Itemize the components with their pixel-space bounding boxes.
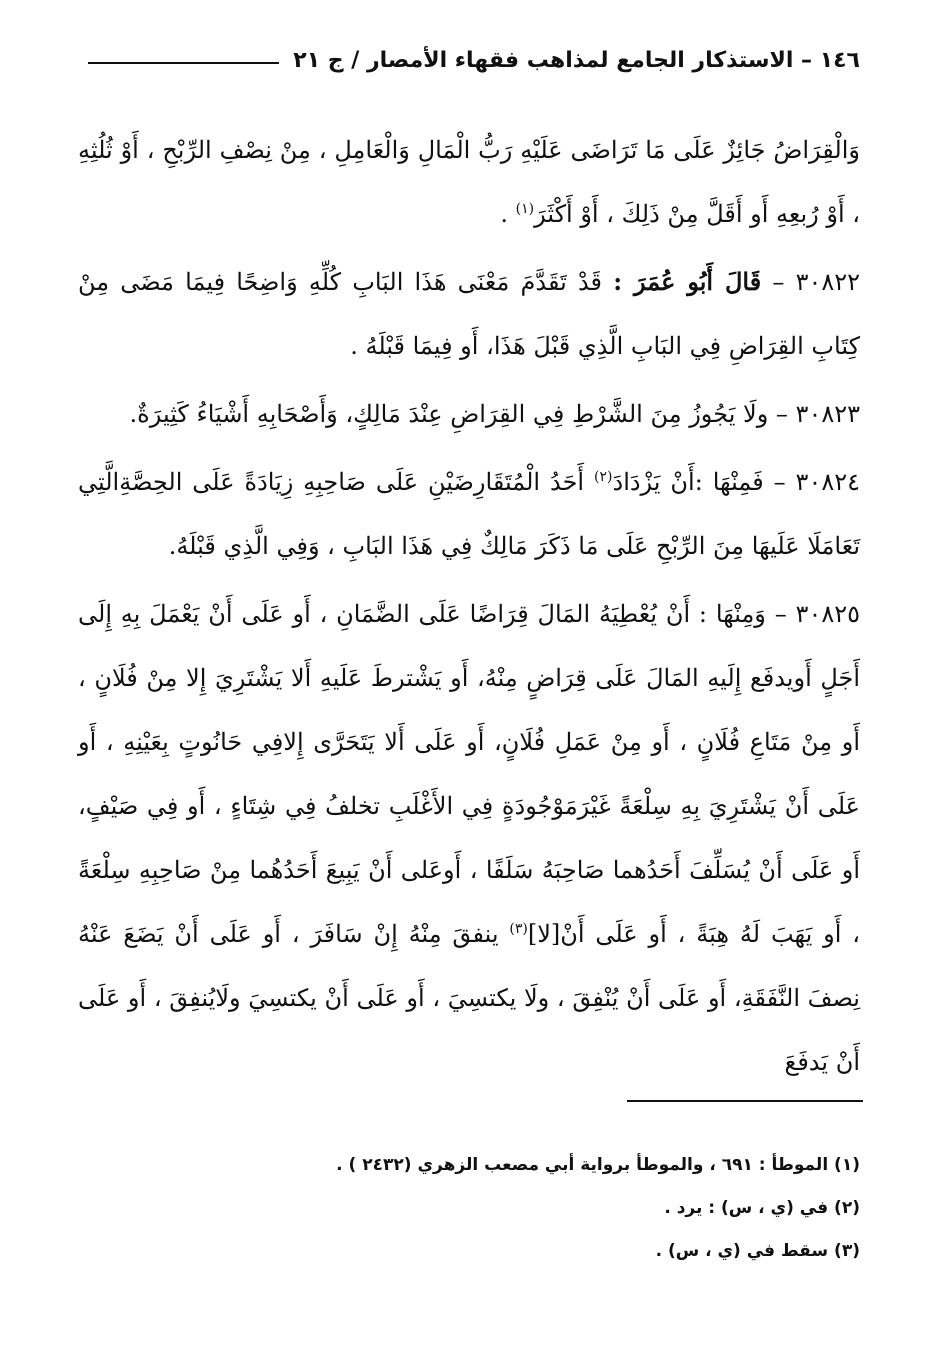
paragraph-text: وَمِنْهَا : أَنْ يُعْطِيَهُ المَالَ قِرَاضًا عَلَى الضَّمَانِ ، أَو عَلَى أَنْ يَعْمَلَ بِهِ إِلَى أَجَلٍ أَويدفَع إِلَيهِ المَالَ عَلَى قِرَاضٍ مِنْهُ، أَو يَشْترطَ عَلَيهِ أَلا يَشْتَرِيَ إِلا مِنْ فُلَانٍ ، أَو مِنْ مَتَاعِ فُلَانٍ ، أَو مِنْ عَمَلِ فُلَانٍ، أَو عَلَى أَلا يَتَحَرَّى إِلافِي حَانُوتٍ بِعَيْنِهِ ، أَو عَلَى أَنْ يَشْتَرِيَ بِهِ سِلْعَةً غَيْرَمَوْجُودَةٍ فِي الأَغْلَبِ تخلفُ فِي شِتَاءٍ ، أَو فِي صَيْفٍ، أَو عَلَى أَنْ يُسَلِّفَ أَحَدُهما صَاحِبَهُ سَلَفًا ، أَوعَلى أَنْ يَبِيعَ أَحَدُهُما مِنْ صَاحِبِهِ سِلْعَةً ، أَو يَهَبَ لَهُ هِبَةً ، أَو عَلَى أَنْ[لا] (78, 600, 860, 948)
footnote-1: (١) الموطأ : ٦٩١ ، والموطأ برواية أبي مصعب الزهري (٢٤٣٢ ) . (336, 1155, 860, 1175)
paragraph-text: قَدْ تَقَدَّمَ مَعْنَى هَذَا البَابِ كُلِّهِ وَاضِحًا فِيمَا مَضَى مِنْ كِتَابِ القِرَاضِ فِي البَابِ الَّذِي قَبْلَ هَذَا، أَو فِيمَا قَبْلَهُ . (78, 268, 860, 360)
paragraph-intro (78, 118, 860, 246)
footnote-3: (٣) سقط في (ي ، س) . (655, 1241, 860, 1261)
paragraph-tail: أَحَدُ الْمُتَقَارِضَيْنِ عَلَى صَاحِبِهِ زِيَادَةً عَلَى الحِصَّةِالَّتِي تَعَامَلَا عَلَيهَا مِنَ الرِّبْحِ عَلَى مَا ذَكَرَ مَالِكٌ فِي هَذَا البَابِ ، وَفِي الَّذِي قَبْلَهُ. (78, 468, 860, 560)
paragraph-30825 (78, 582, 860, 1094)
paragraph-number: ٣٠٨٢٢ – (761, 268, 861, 296)
running-header (88, 38, 860, 82)
paragraph-number: ٣٠٨٢٣ – (768, 400, 860, 428)
footnote-separator (627, 1100, 863, 1102)
footnotes (78, 1144, 860, 1273)
running-title: ١٤٦ – الاستذكار الجامع لمذاهب فقهاء الأمصار / ج ٢١ (293, 47, 860, 73)
paragraph-number: ٣٠٨٢٥ – (765, 600, 860, 628)
paragraph-tail: ينفقَ مِنْهُ إِنْ سَافَرَ ، أَو عَلَى أَنْ يَضَعَ عَنْهُ نِصفَ النَّفَقَةِ، أَو عَلَى أَنْ يُنْفِقَ ، ولَا يكتسِيَ ، أَو عَلَى أَنْ يكتسِيَ ولَايُنفِقَ ، أَو عَلَى أَنْ يَدفَعَ (78, 920, 860, 1076)
paragraph-30822 (78, 250, 860, 378)
paragraph-text: وَالْقِرَاضُ جَائِزٌ عَلَى مَا تَرَاضَى عَلَيْهِ رَبُّ الْمَالِ وَالْعَامِلِ ، مِنْ نِصْفِ الرِّبْحِ ، أَوْ ثُلُثِهِ ، أَوْ رُبعِهِ أَو أَقَلَّ مِنْ ذَلِكَ ، أَوْ أَكْثَرَ (78, 136, 861, 228)
footnote-2: (٢) في (ي ، س) : يرد . (664, 1198, 860, 1218)
paragraph-30823 (78, 382, 860, 446)
paragraph-text: فَمِنْهَا :أَنْ يَزْدَادَ (612, 468, 764, 496)
paragraph-text: ولَا يَجُوزُ مِنَ الشَّرْطِ فِي القِرَاضِ عِنْدَ مَالِكٍ، وَأَصْحَابِهِ أَشْيَاءُ كَثِيرَةٌ. (129, 400, 769, 428)
main-text (78, 118, 860, 1106)
footnote-ref-1: (١) (515, 201, 535, 217)
speaker-label: قَالَ أَبُو عُمَرَ : (613, 267, 762, 296)
paragraph-number: ٣٠٨٢٤ – (763, 468, 860, 496)
header-rule (88, 62, 279, 64)
footnote-ref-2: (٢) (594, 469, 613, 485)
paragraph-tail: . (500, 200, 516, 228)
paragraph-30824 (78, 450, 860, 578)
footnote-ref-3: (٣) (509, 921, 528, 937)
